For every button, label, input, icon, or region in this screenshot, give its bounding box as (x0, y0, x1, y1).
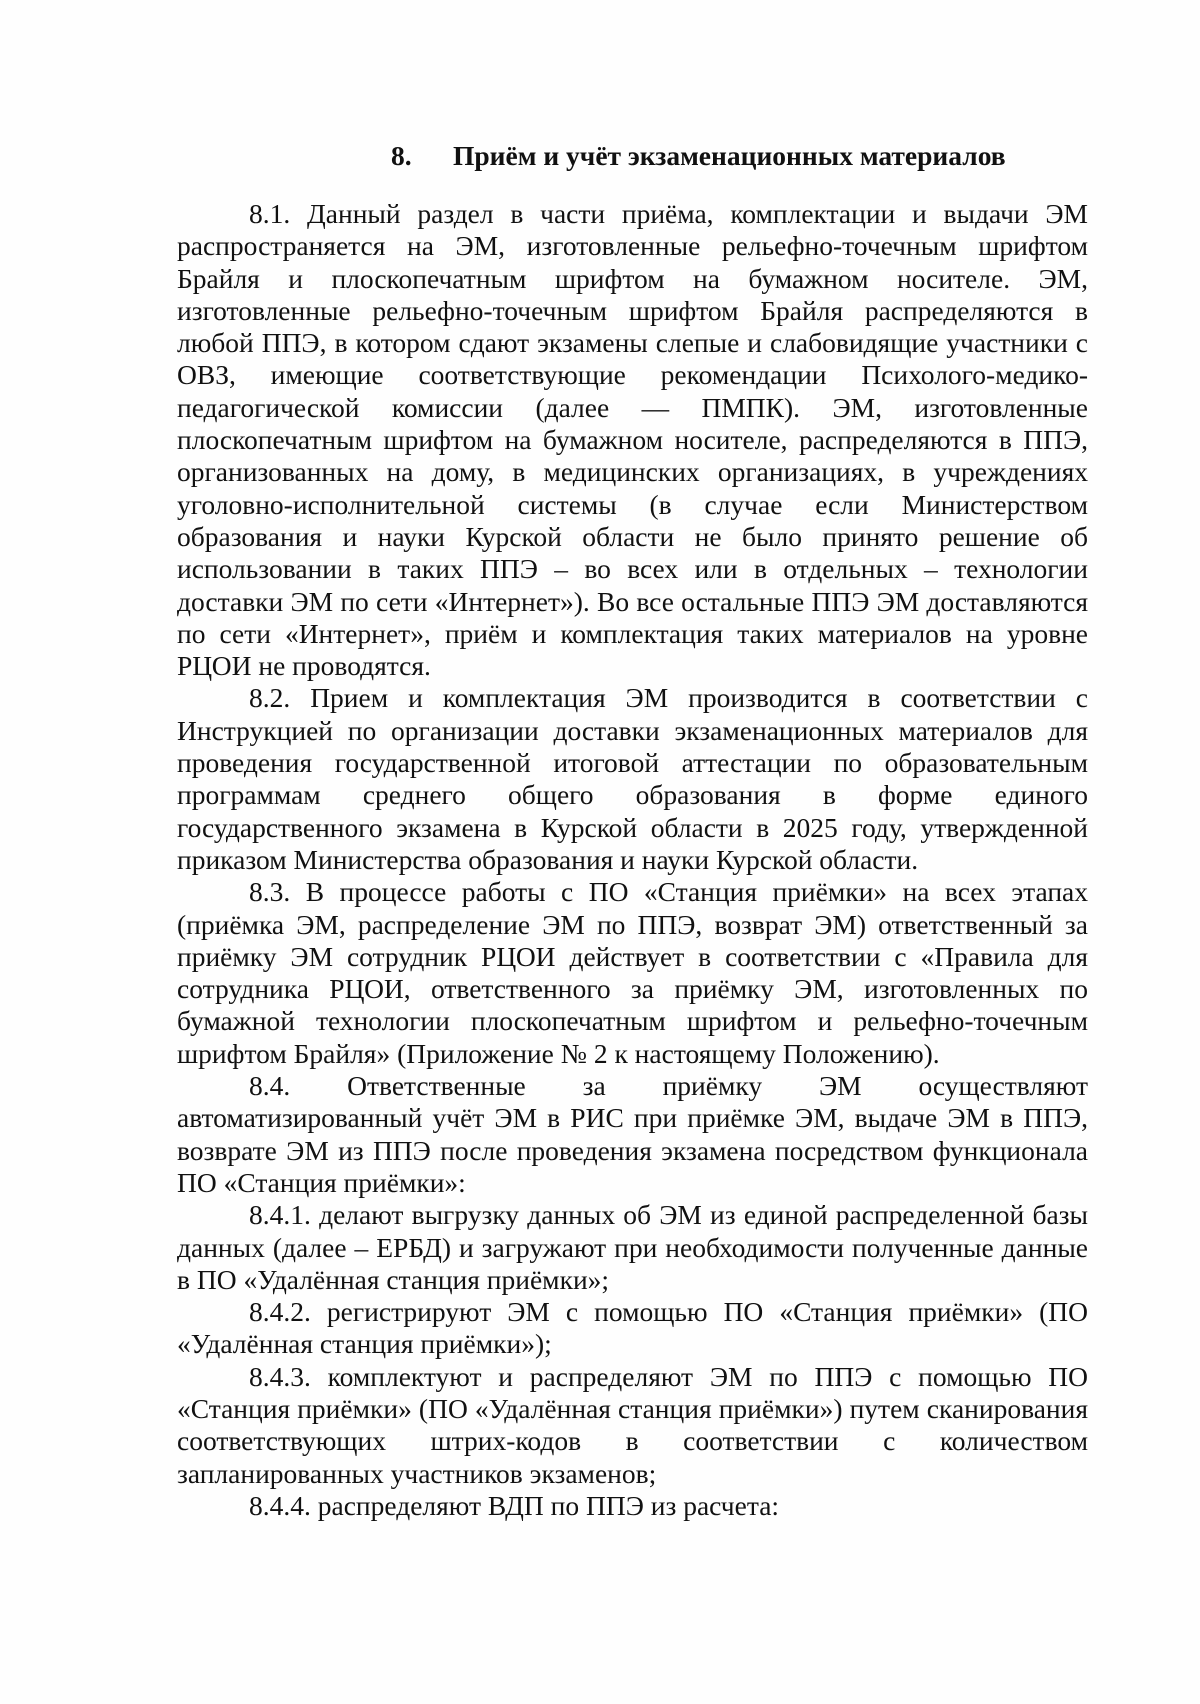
paragraph-8-3: 8.3. В процессе работы с ПО «Станция приёмки» на всех этапах (приёмка ЭМ, распределение ЭМ по ППЭ, возврат ЭМ) ответственный за приёмку ЭМ сотрудник РЦОИ действует в соответствии с «Правила для сотрудника РЦОИ, ответственного за приёмку ЭМ, изготовленных по бумажной технологии плоскопечатным шрифтом и рельефно-точечным шрифтом Брайля» (Приложение № 2 к настоящему Положению). (177, 876, 1088, 1069)
paragraph-8-4-3: 8.4.3. комплектуют и распределяют ЭМ по ППЭ с помощью ПО «Станция приёмки» (ПО «Удалённая станция приёмки») путем сканирования соответствующих штрих-кодов в соответствии с количеством запланированных участников экзаменов; (177, 1360, 1088, 1489)
paragraph-8-4-4: 8.4.4. распределяют ВДП по ППЭ из расчета: (249, 1489, 780, 1521)
paragraph-8-4-2: 8.4.2. регистрируют ЭМ с помощью ПО «Станция приёмки» (ПО «Удалённая станция приёмки»); (177, 1296, 1088, 1360)
paragraph-8-4: 8.4. Ответственные за приёмку ЭМ осуществляют автоматизированный учёт ЭМ в РИС при приёмке ЭМ, выдаче ЭМ в ППЭ, возврате ЭМ из ППЭ после проведения экзамена посредством функционала ПО «Станция приёмки»: (177, 1070, 1088, 1198)
paragraph-8-1: 8.1. Данный раздел в части приёма, комплектации и выдачи ЭМ распространяется на ЭМ, изготовленные рельефно-точечным шрифтом Брайля и плоскопечатным шрифтом на бумажном носителе. ЭМ, изготовленные рельефно-точечным шрифтом Брайля распределяются в любой ППЭ, в котором сдают экзамены слепые и слабовидящие участники с ОВЗ, имеющие соответствующие рекомендации Психолого-медико-педагогической комиссии (далее — ПМПК). ЭМ, изготовленные плоскопечатным шрифтом на бумажном носителе, распределяются в ППЭ, организованных на дому, в медицинских организациях, в учреждениях уголовно-исполнительной системы (в случае если Министерством образования и науки Курской области не было принято решение об использовании в таких ППЭ – во всех или в отдельных – технологии доставки ЭМ по сети «Интернет»). Во все остальные ППЭ ЭМ доставляются по сети «Интернет», приём и комплектация таких материалов на уровне РЦОИ не проводятся. (177, 198, 1088, 682)
section-heading (177, 140, 1088, 172)
section-number: 8. (391, 140, 412, 171)
section-title: Приём и учёт экзаменационных материалов (453, 140, 1006, 171)
document-body (177, 140, 1088, 1522)
paragraph-8-4-1: 8.4.1. делают выгрузку данных об ЭМ из единой распределенной базы данных (далее – ЕРБД) и загружают при необходимости полученные данные в ПО «Удалённая станция приёмки»; (177, 1199, 1088, 1295)
paragraph-8-2: 8.2. Прием и комплектация ЭМ производится в соответствии с Инструкцией по организации доставки экзаменационных материалов для проведения государственной итоговой аттестации по образовательным программам среднего общего образования в форме единого государственного экзамена в Курской области в 2025 году, утвержденной приказом Министерства образования и науки Курской области. (177, 682, 1088, 875)
